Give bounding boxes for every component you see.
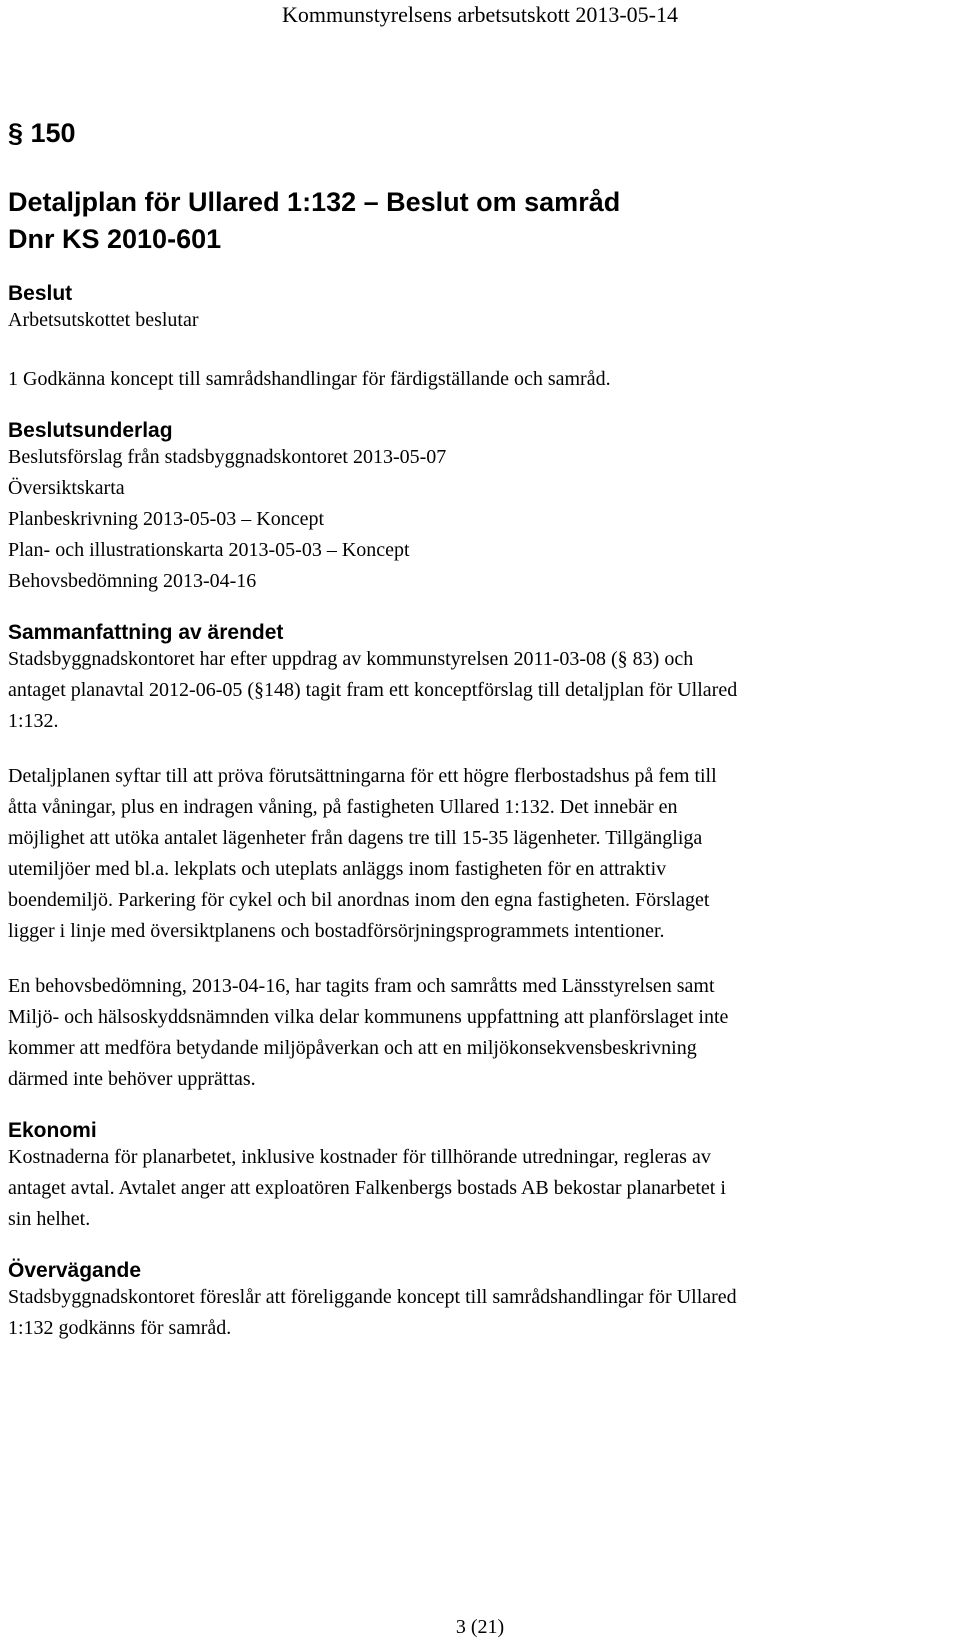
body-line: utemiljöer med bl.a. lekplats och uteplats anläggs inom fastigheten för en attraktiv bbox=[8, 858, 667, 880]
body-line: därmed inte behöver upprättas. bbox=[8, 1068, 256, 1090]
underlag-item: Behovsbedömning 2013-04-16 bbox=[8, 570, 257, 592]
body-line: åtta våningar, plus en indragen våning, på fastigheten Ullared 1:132. Det innebär en bbox=[8, 796, 678, 818]
beslut-item: 1 Godkänna koncept till samrådshandlingar för färdigställande och samråd. bbox=[8, 368, 611, 390]
underlag-item: Planbeskrivning 2013-05-03 – Koncept bbox=[8, 508, 325, 530]
body-line: En behovsbedömning, 2013-04-16, har tagits fram och samråtts med Länsstyrelsen samt bbox=[8, 975, 715, 997]
body-line: Stadsbyggnadskontoret har efter uppdrag av kommunstyrelsen 2011-03-08 (§ 83) och bbox=[8, 648, 694, 670]
underlag-item: Plan- och illustrationskarta 2013-05-03 – Koncept bbox=[8, 539, 410, 561]
document-title: Detaljplan för Ullared 1:132 – Beslut om samråd bbox=[8, 187, 621, 217]
section-heading-beslutsunderlag: Beslutsunderlag bbox=[8, 419, 173, 442]
body-line: 1:132. bbox=[8, 710, 59, 732]
body-line: Kostnaderna för planarbetet, inklusive kostnader för tillhörande utredningar, regleras av bbox=[8, 1146, 711, 1168]
body-line: boendemiljö. Parkering för cykel och bil anordnas inom den egna fastigheten. Förslaget bbox=[8, 889, 710, 911]
page-number: 3 (21) bbox=[455, 1616, 505, 1638]
body-line: möjlighet att utöka antalet lägenheter från dagens tre till 15-35 lägenheter. Tillgängliga bbox=[8, 827, 703, 849]
underlag-item: Översiktskarta bbox=[8, 477, 125, 499]
body-line: Stadsbyggnadskontoret föreslår att föreliggande koncept till samrådshandlingar för Ullared bbox=[8, 1286, 737, 1308]
body-line: antaget planavtal 2012-06-05 (§148) tagit fram ett konceptförslag till detaljplan för Ullared bbox=[8, 679, 738, 701]
body-line: Miljö- och hälsoskyddsnämnden vilka delar kommunens uppfattning att planförslaget inte bbox=[8, 1006, 729, 1028]
beslut-intro: Arbetsutskottet beslutar bbox=[8, 309, 199, 331]
section-heading-overvagande: Övervägande bbox=[8, 1259, 142, 1282]
body-line: sin helhet. bbox=[8, 1208, 91, 1230]
body-line: kommer att medföra betydande miljöpåverkan och att en miljökonsekvensbeskrivning bbox=[8, 1037, 697, 1059]
section-heading-ekonomi: Ekonomi bbox=[8, 1119, 97, 1142]
body-line: antaget avtal. Avtalet anger att exploatören Falkenbergs bostads AB bekostar planarbetet i bbox=[8, 1177, 726, 1199]
body-line: Detaljplanen syftar till att pröva förutsättningarna för ett högre flerbostadshus på fem till bbox=[8, 765, 717, 787]
body-line: 1:132 godkänns för samråd. bbox=[8, 1317, 232, 1339]
section-heading-beslut: Beslut bbox=[8, 282, 73, 305]
underlag-item: Beslutsförslag från stadsbyggnadskontoret 2013-05-07 bbox=[8, 446, 447, 468]
running-header: Kommunstyrelsens arbetsutskott 2013-05-14 bbox=[282, 2, 678, 27]
diary-number: Dnr KS 2010-601 bbox=[8, 224, 222, 254]
paragraph-number: § 150 bbox=[8, 118, 76, 148]
section-heading-sammanfattning: Sammanfattning av ärendet bbox=[8, 621, 284, 644]
body-line: ligger i linje med översiktplanens och bostadförsörjningsprogrammets intentioner. bbox=[8, 920, 665, 942]
